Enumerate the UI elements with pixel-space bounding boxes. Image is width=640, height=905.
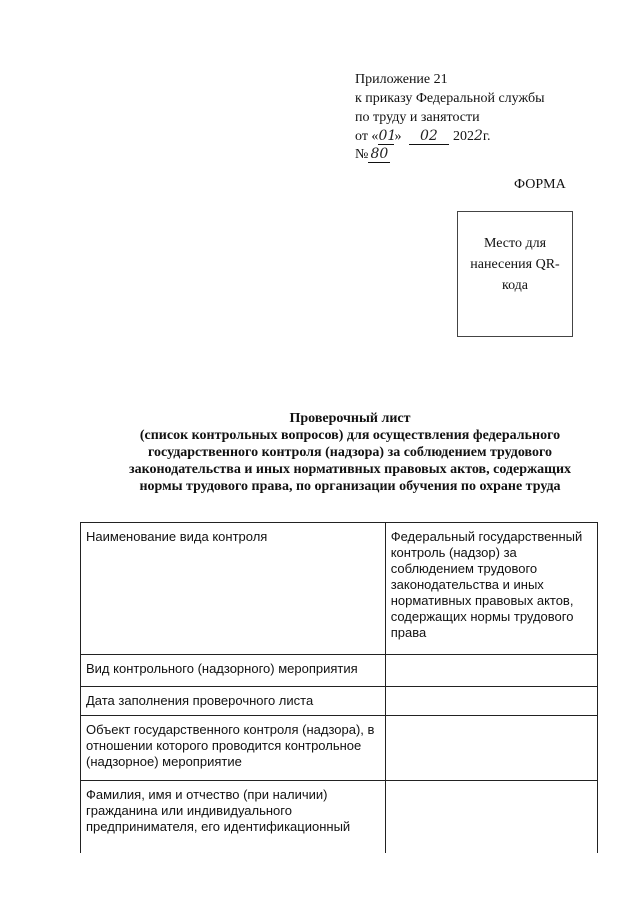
table-cell-label: Фамилия, имя и отчество (при наличии) гражданина или индивидуального предпринимателя, его идентификационный — [81, 781, 386, 854]
document-title — [60, 410, 640, 495]
table-cell-label: Дата заполнения проверочного листа — [81, 687, 386, 716]
table-row — [81, 655, 598, 687]
title-line-2: (список контрольных вопросов) для осуществления федерального — [139, 428, 561, 443]
table-cell-label: Наименование вида контроля — [81, 523, 386, 655]
qr-placeholder-text: Место для нанесения QR-кода — [470, 236, 560, 293]
table-row — [81, 716, 598, 781]
date-suffix: г. — [482, 129, 491, 144]
appendix-line-1: Приложение 21 — [355, 72, 448, 87]
date-year-digit: 2 — [473, 128, 483, 144]
date-year-prefix: 202 — [452, 129, 474, 144]
number-label: № — [355, 147, 369, 162]
table-cell-value — [385, 655, 597, 687]
date-day: 01 — [378, 128, 397, 144]
appendix-line-3: по труду и занятости — [355, 110, 480, 125]
table-cell-value — [385, 781, 597, 854]
title-line-3: государственного контроля (надзора) за соблюдением трудового — [148, 445, 552, 460]
order-number — [355, 147, 390, 163]
appendix-line-2: к приказу Федеральной службы — [355, 91, 545, 106]
table-row — [81, 781, 598, 854]
table-row — [81, 523, 598, 655]
date-month: 02 — [409, 129, 449, 145]
table-cell-value — [385, 687, 597, 716]
title-line-1: Проверочный лист — [289, 411, 411, 426]
form-label: ФОРМА — [514, 177, 566, 192]
table-cell-label: Вид контрольного (надзорного) мероприятия — [81, 655, 386, 687]
qr-code-placeholder — [457, 211, 573, 337]
table-cell-label: Объект государственного контроля (надзора), в отношении которого проводится контрольное (надзорное) мероприятие — [81, 716, 386, 781]
title-line-4: законодательства и иных нормативных правовых актов, содержащих — [128, 462, 572, 477]
checklist-table — [80, 522, 598, 853]
appendix-date-line — [355, 127, 544, 146]
table-row — [81, 687, 598, 716]
table-cell-value — [385, 716, 597, 781]
table-cell-value: Федеральный государственный контроль (надзор) за соблюдением трудового законодательства и иных нормативных правовых актов, содержащих нормы трудового права — [385, 523, 597, 655]
appendix-block — [355, 70, 544, 146]
date-mid: » — [394, 129, 402, 144]
number-value: 80 — [368, 147, 390, 163]
date-prefix: от « — [355, 129, 379, 144]
title-line-5: нормы трудового права, по организации обучения по охране труда — [139, 479, 561, 494]
